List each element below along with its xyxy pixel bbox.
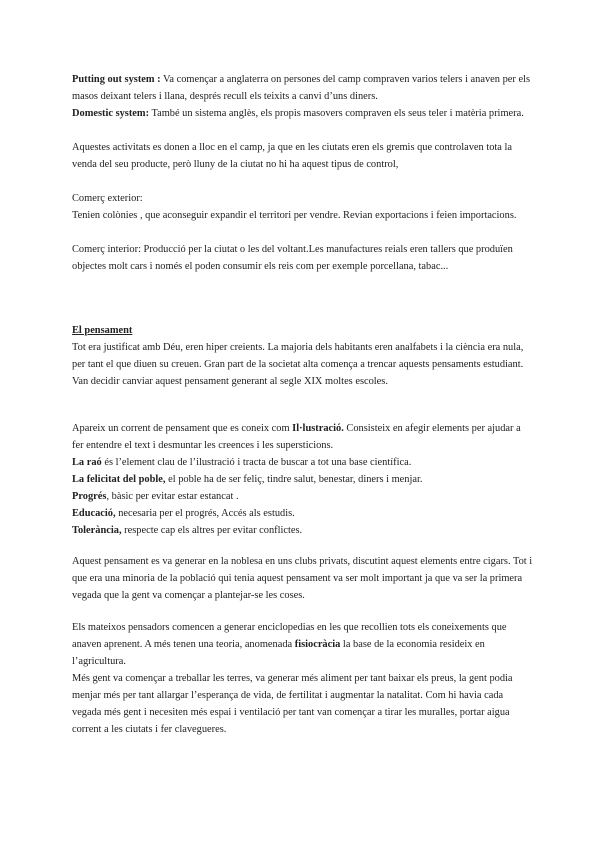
- item-text: el poble ha de ser feliç, tindre salut, benestar, diners i menjar.: [165, 474, 423, 485]
- pensament-p2: Van decidir canviar aquest pensament generant al segle XIX moltes escoles.: [72, 376, 388, 387]
- illustracio-rest: Consisteix en afegir elements per ajudar a fer entendre el text i desmuntar les creences i les supersticions.: [72, 423, 521, 451]
- item-term: La felicitat del poble,: [72, 474, 166, 485]
- comerc-exterior-paragraph: [72, 190, 534, 224]
- domestic-text: També un sistema anglès, els propis masovers compraven els seus teler i matèria primera.: [149, 108, 524, 119]
- putting-out-text: Va començar a anglaterra on persones del camp compraven varios telers i anaven per els masos deixant telers i llana, després recull els teixits a canvi d’uns diners.: [72, 74, 530, 102]
- item-text: necesaria per el progrés, Accés als estudis.: [115, 508, 295, 519]
- pensament-section: [72, 322, 534, 390]
- illustracio-paragraph: [72, 420, 534, 539]
- domestic-term: Domestic system:: [72, 108, 150, 119]
- putting-out-paragraph: [72, 71, 534, 122]
- fisiocracia-term: fisiocràcia: [294, 639, 341, 650]
- illustracio-intro: Apareix un corrent de pensament que es coneix com: [72, 423, 293, 434]
- item-text: és l’element clau de l’ilustració i tracta de buscar a tot una base científica.: [101, 457, 412, 468]
- comerc-exterior-title: Comerç exterior:: [72, 193, 143, 204]
- enciclopedies-p2: Més gent va començar a treballar les terres, va generar més aliment per tant baixar els preus, la gent podia menjar més per tant allargar l’esperança de vida, de fertilitat i augmentar la natalitat. Com hi havia cada vegada més gent i necesiten més espai i ventilació per tant van començar a tirar les muralles, portar aigua corrent a les ciutats i fer clavegueres.: [72, 673, 513, 735]
- item-text: respecte cap els altres per evitar conflictes.: [121, 525, 303, 536]
- item-term: Tolerància,: [72, 525, 122, 536]
- pensament-heading: El pensament: [72, 325, 133, 336]
- item-text: , bàsic per evitar estar estancat .: [106, 491, 239, 502]
- comerc-interior-paragraph: Comerç interior: Producció per la ciutat o les del voltant.Les manufactures reials eren tallers que produïen objectes molt cars i només el poden consumir els reis com per exemple porcellana, tabac...: [72, 244, 513, 272]
- illustracio-term: Il·lustració.: [292, 423, 344, 434]
- item-term: Educació,: [72, 508, 116, 519]
- putting-out-term: Putting out system :: [72, 74, 161, 85]
- enciclopedies-intro: Els mateixos pensadors comencen a generar enciclopedias en les que recollien tots els coneixements que anaven aprenent. A més tenen una teoria, anomenada: [72, 622, 507, 650]
- item-term: Progrés: [72, 491, 107, 502]
- pensament-p1: Tot era justificat amb Déu, eren hiper creients. La majoria dels habitants eren analfabets i la ciència era nula, per tant el que diuen su creuen. Gran part de la societat alta comença a trencar aquests pensaments estudiant.: [72, 342, 524, 370]
- comerc-exterior-text: Tenien colònies , que aconseguir expandir el territori per vendre. Revian exportacions i feien importacions.: [72, 210, 517, 221]
- activities-paragraph: Aquestes activitats es donen a lloc en el camp, ja que en les ciutats eren els gremis que controlaven tota la venda del seu producte, però lluny de la ciutat no hi ha aquest tipus de control,: [72, 142, 513, 170]
- enciclopedies-paragraph: [72, 619, 534, 738]
- noblesa-paragraph: Aquest pensament es va generar en la noblesa en uns clubs privats, discutint aquest elements entre cigars. Tot i que era una minoria de la població qui tenia aquest pensament va ser molt important ja que va ser la primera vegada que la gent va començar a plantejar-se les coses.: [72, 556, 533, 601]
- enciclopedies-rest: la base de la economia resideix en l’agricultura.: [72, 639, 485, 667]
- item-term: La raó: [72, 457, 102, 468]
